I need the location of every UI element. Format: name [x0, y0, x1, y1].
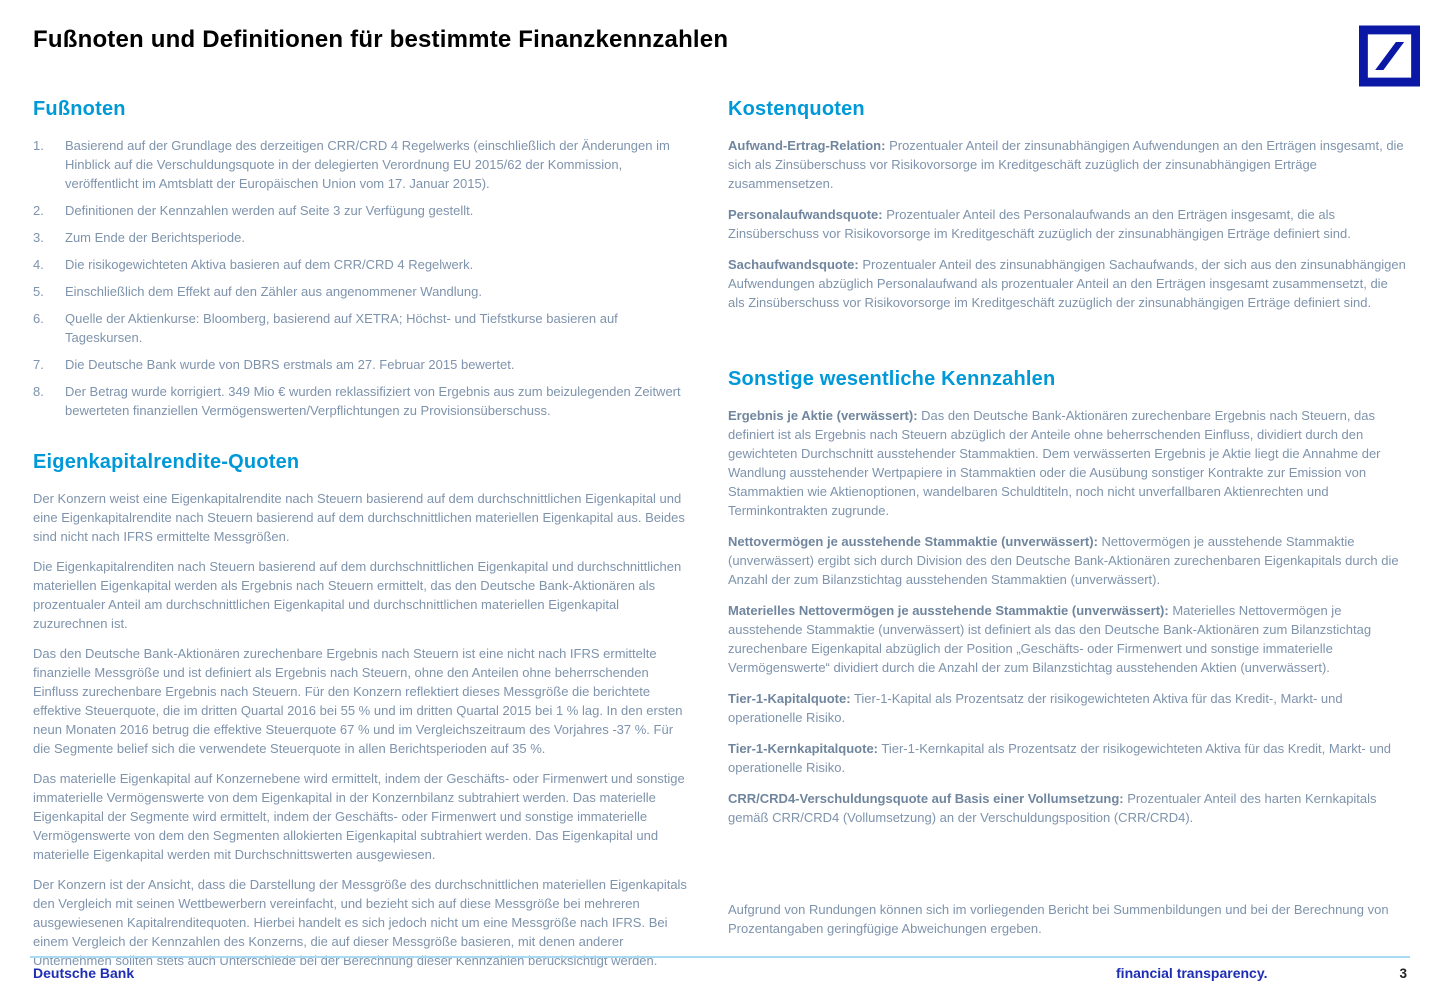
definition-item	[728, 406, 1407, 520]
footnote-number: 3.	[33, 230, 44, 245]
footnote-number: 1.	[33, 138, 44, 153]
right-column	[728, 98, 1407, 954]
definition-term: Tier-1-Kapitalquote:	[728, 691, 851, 706]
definition-item	[728, 532, 1407, 589]
definition-term: Materielles Nettovermögen je ausstehende Stammaktie (unverwässert):	[728, 603, 1169, 618]
footnote-text: Die Deutsche Bank wurde von DBRS erstmals am 27. Februar 2015 bewertet.	[65, 357, 515, 372]
equity-heading: Eigenkapitalrendite-Quoten	[33, 451, 300, 473]
definition-text: Prozentualer Anteil des Personalaufwands an den Erträgen insgesamt, die als Zinsüberschuss vor Risikovorsorge im Kreditgeschäft zuzüglich der zinsunabhängigen Erträge definiert sind.	[728, 207, 1351, 241]
definition-item	[728, 136, 1407, 193]
footer-tagline: financial transparency.	[1116, 965, 1268, 981]
definition-term: Tier-1-Kernkapitalquote:	[728, 741, 879, 756]
definition-term: Personalaufwandsquote:	[728, 207, 883, 222]
footnote-text: Quelle der Aktienkurse: Bloomberg, basierend auf XETRA; Höchst- und Tiefstkurse basieren auf Tageskursen.	[65, 311, 618, 345]
definition-item	[728, 689, 1407, 727]
page-number: 3	[1399, 966, 1407, 981]
equity-paragraph: Die Eigenkapitalrenditen nach Steuern basierend auf dem durchschnittlichen Eigenkapital und durchschnittlichen materiellen Eigenkapital werden als Ergebnis nach Steuern ermittelt, das den Deutsche Bank-Aktionären als prozentualer Anteil am durchschnittlichen Eigenkapital und durchschnittlichen materiellen Eigenkapital zuzurechnen ist.	[33, 559, 682, 631]
definition-item	[728, 739, 1407, 777]
definition-term: Sachaufwandsquote:	[728, 257, 859, 272]
footnotes-list	[33, 136, 690, 420]
footnote-number: 4.	[33, 257, 44, 272]
footer-brand: Deutsche Bank	[33, 965, 135, 981]
left-column	[33, 98, 690, 968]
definition-term: Ergebnis je Aktie (verwässert):	[728, 408, 918, 423]
footnote-item	[33, 309, 690, 347]
footnote-number: 7.	[33, 357, 44, 372]
definition-item	[728, 789, 1407, 827]
definition-item	[728, 255, 1407, 312]
other-metrics-heading: Sonstige wesentliche Kennzahlen	[728, 368, 1056, 390]
definition-text: Nettovermögen je ausstehende Stammaktie (unverwässert) ergibt sich durch Division des den Deutsche Bank-Aktionären zurechenbaren Eigenkapitals durch die Anzahl der zum Bilanzstichtag ausstehenden Stammaktien (unverwässert).	[728, 534, 1399, 587]
definition-text: Prozentualer Anteil der zinsunabhängigen Aufwendungen an den Erträgen insgesamt, die sich als Zinsüberschuss vor Risikovorsorge im Kreditgeschäft zuzüglich der zinsunabhängigen Erträge zusammensetzen.	[728, 138, 1404, 191]
equity-paragraph: Der Konzern weist eine Eigenkapitalrendite nach Steuern basierend auf dem durchschnittlichen Eigenkapital und eine Eigenkapitalrendite nach Steuern basierend auf dem durchschnittlichen materiellen Eigenkapital aus. Beides sind nicht nach IFRS ermittelte Messgrößen.	[33, 491, 685, 544]
footnote-text: Zum Ende der Berichtsperiode.	[65, 230, 245, 245]
footnote-item	[33, 355, 690, 374]
definition-term: CRR/CRD4-Verschuldungsquote auf Basis einer Vollumsetzung:	[728, 791, 1124, 806]
rounding-note: Aufgrund von Rundungen können sich im vorliegenden Bericht bei Summenbildungen und bei der Berechnung von Prozentangaben geringfügige Abweichungen ergeben.	[728, 902, 1389, 936]
two-column-layout	[33, 98, 1407, 968]
definition-text: Das den Deutsche Bank-Aktionären zurechenbare Ergebnis nach Steuern, das definiert ist als Ergebnis nach Steuern abzüglich der Anteile ohne beherrschenden Einfluss, dividiert durch den gewichteten Durchschnitt ausstehender Stammaktien. Dem verwässerten Ergebnis je Aktie liegt die Annahme der Wandlung ausstehender Wertpapiere in Stammaktien oder die Ausübung sonstiger Kontrakte zur Emission von Stammaktien wie Aktienoptionen, wandelbaren Schuldtiteln, noch nicht unverfallbaren Aktienrechten und Terminkontrakten zugrunde.	[728, 408, 1381, 518]
footnote-item	[33, 228, 690, 247]
page-footer	[30, 956, 1410, 997]
footnote-item	[33, 201, 690, 220]
definition-text: Tier-1-Kapital als Prozentsatz der risikogewichteten Aktiva für das Kredit-, Markt- und operationelle Risiko.	[728, 691, 1343, 725]
definition-term: Nettovermögen je ausstehende Stammaktie (unverwässert):	[728, 534, 1098, 549]
footnote-item	[33, 382, 690, 420]
equity-paragraph: Der Konzern ist der Ansicht, dass die Darstellung der Messgröße des durchschnittlichen materiellen Eigenkapitals den Vergleich mit seinen Wettbewerbern vereinfacht, und bezieht sich auf diese Messgröße bei mehreren ausgewiesenen Kapitalrenditequoten. Hierbei handelt es sich jedoch nicht um eine Messgröße nach IFRS. Bei einem Vergleich der Kennzahlen des Konzerns, die auf dieser Messgröße basieren, mit denen anderer Unternehmen sollten stets auch Unterschiede bei der Berechnung dieser Kennzahlen berücksichtigt werden.	[33, 877, 687, 968]
footnote-item	[33, 282, 690, 301]
cost-ratios-heading: Kostenquoten	[728, 98, 865, 120]
equity-paragraph: Das materielle Eigenkapital auf Konzernebene wird ermittelt, indem der Geschäfts- oder Firmenwert und sonstige immaterielle Vermögenswerte von dem Eigenkapital in der Konzernbilanz subtrahiert werden. Das materielle Eigenkapital der Segmente wird ermittelt, indem der Geschäfts- oder Firmenwert und sonstige immaterielle Vermögenswerte von dem den Segmenten allokierten Eigenkapital subtrahiert werden. Das Eigenkapital und materielle Eigenkapital werden mit Durchschnittswerten ausgewiesen.	[33, 771, 685, 862]
definition-text: Prozentualer Anteil des harten Kernkapitals gemäß CRR/CRD4 (Vollumsetzung) an der Verschuldungsposition (CRR/CRD4).	[728, 791, 1377, 825]
footnote-number: 2.	[33, 203, 44, 218]
footnote-text: Definitionen der Kennzahlen werden auf Seite 3 zur Verfügung gestellt.	[65, 203, 474, 218]
footnote-item	[33, 136, 690, 193]
definition-item	[728, 601, 1407, 677]
footnote-number: 8.	[33, 384, 44, 399]
footnote-text: Die risikogewichteten Aktiva basieren auf dem CRR/CRD 4 Regelwerk.	[65, 257, 474, 272]
footnote-item	[33, 255, 690, 274]
definition-text: Prozentualer Anteil des zinsunabhängigen Sachaufwands, der sich aus den zinsunabhängigen Aufwendungen abzüglich Personalaufwand als prozentualer Anteil an den Erträgen insgesamt zusammensetzt, die als Zinsüberschuss vor Risikovorsorge im Kreditgeschäft zuzüglich der zinsunabhängigen Erträge definiert sind.	[728, 257, 1406, 310]
footnote-number: 6.	[33, 311, 44, 326]
footnote-text: Einschließlich dem Effekt auf den Zähler aus angenommener Wandlung.	[65, 284, 482, 299]
footnote-text: Der Betrag wurde korrigiert. 349 Mio € wurden reklassifiziert von Ergebnis aus zum beizulegenden Zeitwert bewerteten finanziellen Vermögenswerten/Verpflichtungen zu Provisionsüberschuss.	[65, 384, 681, 418]
definition-text: Materielles Nettovermögen je ausstehende Stammaktie (unverwässert) ist definiert als das den Deutsche Bank-Aktionären zum Bilanzstichtag zurechenbare Eigenkapital abzüglich der Position „Geschäfts- oder Firmenwert und sonstige immaterielle Vermögenswerte“ dividiert durch die Anzahl der zum Bilanzstichtag ausstehenden Aktien (unverwässert).	[728, 603, 1372, 675]
footnote-number: 5.	[33, 284, 44, 299]
page-title: Fußnoten und Definitionen für bestimmte Finanzkennzahlen	[33, 26, 729, 53]
definition-text: Tier-1-Kernkapital als Prozentsatz der risikogewichteten Aktiva für das Kredit, Markt- und operationelle Risiko.	[728, 741, 1392, 775]
deutsche-bank-logo-icon	[1359, 25, 1420, 87]
definition-term: Aufwand-Ertrag-Relation:	[728, 138, 886, 153]
equity-paragraph: Das den Deutsche Bank-Aktionären zurechenbare Ergebnis nach Steuern ist eine nicht nach IFRS ermittelte finanzielle Messgröße und ist definiert als Ergebnis nach Steuern, ohne den Anteilen ohne beherrschenden Einfluss zurechenbare Ergebnis nach Steuern. Für den Konzern reflektiert dieses Messgröße die berichtete effektive Steuerquote, die im dritten Quartal 2016 bei 55 % und im dritten Quartal 2015 bei 1 % lag. In den ersten neun Monaten 2016 betrug die effektive Steuerquote 67 % und im Vergleichszeitraum des Vorjahres -37 %. Für die Segmente belief sich die verwendete Steuerquote in allen Berichtsperioden auf 35 %.	[33, 646, 683, 756]
definition-item	[728, 205, 1407, 243]
footnote-text: Basierend auf der Grundlage des derzeitigen CRR/CRD 4 Regelwerks (einschließlich der Änderungen im Hinblick auf die Verschuldungsquote in der delegierten Verordnung EU 2015/62 der Kommission, veröffentlicht im Amtsblatt der Europäischen Union vom 17. Januar 2015).	[65, 138, 670, 191]
footnotes-heading: Fußnoten	[33, 98, 126, 120]
